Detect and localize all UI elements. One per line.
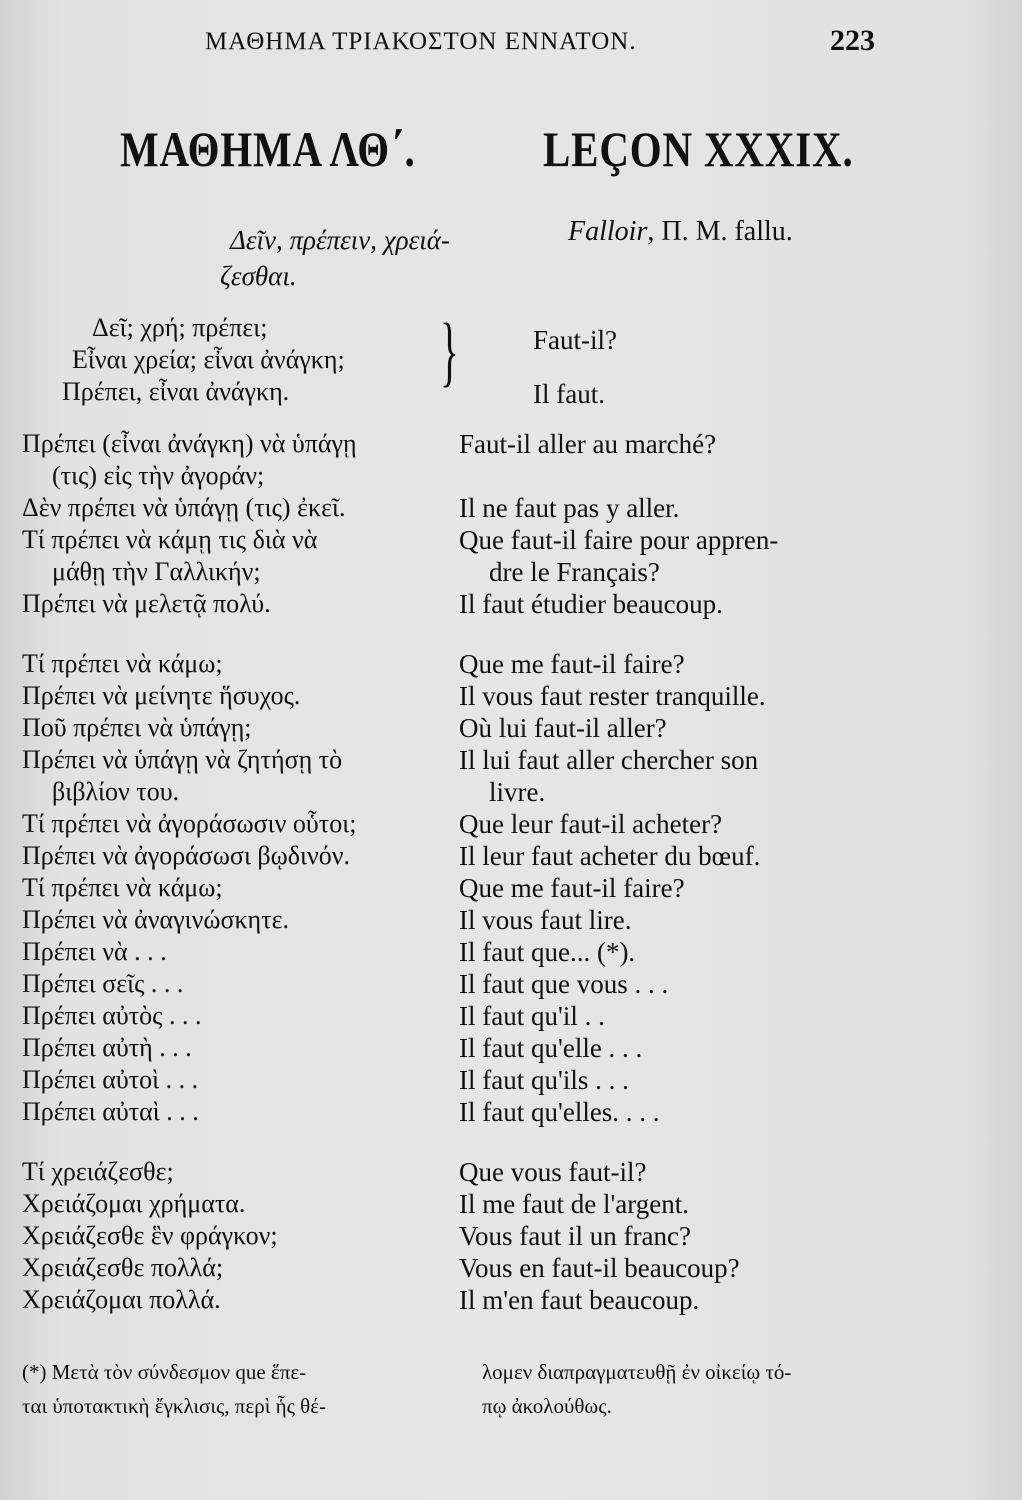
block4-french — [459, 1156, 879, 1316]
french-line: Que leur faut-il acheter? — [459, 809, 723, 839]
french-line: Il faut que... (*). — [459, 937, 636, 967]
greek-line: Χρειάζεσθε ἓν φράγκον; — [22, 1221, 278, 1250]
greek-line: Τί πρέπει νὰ κάμῃ τις διὰ νὰ — [22, 525, 318, 554]
brace-glyph: } — [440, 307, 459, 394]
greek-line: Τί πρέπει νὰ ἀγοράσωσιν οὗτοι; — [22, 809, 357, 838]
greek-line: Πρέπει, εἶναι ἀνάγκη. — [62, 377, 290, 406]
greek-line: Ποῦ πρέπει νὰ ὑπάγῃ; — [22, 713, 252, 742]
french-line: Il vous faut rester tranquille. — [459, 681, 766, 711]
greek-line: Πρέπει νὰ ἀναγινώσκητε. — [22, 905, 290, 934]
greek-line: Πρέπει αὐτοὶ . . . — [22, 1065, 199, 1094]
verb-heading-french-rest: , Π. Μ. fallu. — [647, 216, 793, 247]
greek-line: Πρέπει νὰ . . . — [22, 937, 167, 966]
french-line: Il vous faut lire. — [459, 905, 632, 935]
french-line: Il m'en faut beaucoup. — [459, 1285, 700, 1315]
footnote-left — [22, 1355, 462, 1423]
greek-line: Χρειάζομαι χρήματα. — [22, 1189, 246, 1218]
verb-heading-french — [568, 214, 793, 250]
greek-line: Πρέπει νὰ ὑπάγῃ νὰ ζητήσῃ τὸ — [22, 745, 343, 774]
block2-greek — [22, 428, 452, 620]
french-line: Il leur faut acheter du bœuf. — [459, 841, 761, 871]
footnote-line: πῳ ἀκολούθως. — [482, 1394, 612, 1418]
page-number: 223 — [830, 24, 875, 57]
greek-line: Χρειάζομαι πολλά. — [22, 1285, 221, 1314]
footnote-right — [482, 1355, 902, 1423]
footnote-line: ται ὑποτακτικὴ ἔγκλισις, περὶ ἧς θέ- — [22, 1394, 327, 1418]
greek-line: Χρειάζεσθε πολλά; — [22, 1253, 224, 1282]
greek-line: Δεῖ; χρή; πρέπει; — [92, 313, 268, 342]
block1-greek — [62, 312, 452, 408]
block3-french — [459, 648, 879, 1128]
french-line: Vous en faut-il beaucoup? — [459, 1253, 740, 1283]
greek-line: Τί πρέπει νὰ κάμω; — [22, 649, 223, 678]
french-line: livre. — [489, 777, 546, 807]
french-line: Faut-il? — [533, 325, 617, 355]
greek-line: Πρέπει σεῖς . . . — [22, 969, 184, 998]
greek-line: Πρέπει αὐταὶ . . . — [22, 1097, 199, 1126]
verb-heading-greek-line1: Δεῖν, πρέπειν, χρειά- — [230, 225, 450, 255]
greek-line: Πρέπει αὐτὴ . . . — [22, 1033, 192, 1062]
french-line: Il faut qu'elles. . . . — [459, 1097, 660, 1127]
french-line: Que me faut-il faire? — [459, 649, 685, 679]
greek-line: Πρέπει αὐτὸς . . . — [22, 1001, 202, 1030]
french-line: Que vous faut-il? — [459, 1157, 647, 1187]
lesson-title-french: LEÇON XXXIX. — [543, 121, 854, 177]
french-line: Il lui faut aller chercher son — [459, 745, 759, 775]
verb-heading-french-word: Falloir — [568, 216, 648, 247]
greek-line: Πρέπει νὰ μελετᾷ πολύ. — [22, 589, 271, 618]
french-line: Faut-il aller au marché? — [459, 429, 717, 459]
french-line: Il faut que vous . . . — [459, 969, 669, 999]
greek-line: Πρέπει (εἶναι ἀνάγκη) νὰ ὑπάγῃ — [22, 429, 357, 458]
french-line: dre le Français? — [489, 557, 660, 587]
greek-line: Τί χρειάζεσθε; — [22, 1157, 174, 1186]
greek-line: Εἶναι χρεία; εἶναι ἀνάγκη; — [72, 345, 345, 374]
verb-heading-greek — [220, 222, 470, 294]
greek-line: Δὲν πρέπει νὰ ὑπάγῃ (τις) ἐκεῖ. — [22, 493, 346, 522]
french-line: Que faut-il faire pour appren- — [459, 525, 779, 555]
verb-heading-greek-line2: ζεσθαι. — [220, 261, 297, 291]
greek-line: Πρέπει νὰ μείνητε ἥσυχος. — [22, 681, 301, 710]
french-line: Il faut. — [533, 379, 605, 409]
block3-greek — [22, 648, 452, 1128]
footnote-line: (*) Μετὰ τὸν σύνδεσμον que ἕπε- — [22, 1360, 307, 1384]
greek-line: Πρέπει νὰ ἀγοράσωσι βῳδινόν. — [22, 841, 351, 870]
french-line: Vous faut il un franc? — [459, 1221, 691, 1251]
french-line: Il faut qu'ils . . . — [459, 1065, 629, 1095]
block2-french — [459, 428, 879, 620]
lesson-title-greek: ΜΑΘΗΜΑ ΛΘ΄. — [120, 121, 416, 177]
block1-french — [533, 324, 953, 410]
french-line — [459, 460, 879, 492]
french-line: Il faut qu'elle . . . — [459, 1033, 643, 1063]
running-head: ΜΑΘΗΜΑ ΤΡΙΑΚΟΣΤΟΝ ΕΝΝΑΤΟΝ. — [205, 28, 637, 55]
greek-line: βιβλίον του. — [52, 777, 180, 806]
french-line: Il faut qu'il . . — [459, 1001, 605, 1031]
greek-line: μάθῃ τὴν Γαλλικήν; — [52, 557, 261, 586]
greek-line: Τί πρέπει νὰ κάμω; — [22, 873, 223, 902]
french-line: Où lui faut-il aller? — [459, 713, 667, 743]
block4-greek — [22, 1156, 452, 1316]
french-line: Il faut étudier beaucoup. — [459, 589, 723, 619]
french-line: Il me faut de l'argent. — [459, 1189, 690, 1219]
french-line: Il ne faut pas y aller. — [459, 493, 680, 523]
french-line: Que me faut-il faire? — [459, 873, 685, 903]
footnote-line: λομεν διαπραγματευθῇ ἐν οἰκείῳ τό- — [482, 1360, 792, 1384]
greek-line: (τις) εἰς τὴν ἀγοράν; — [52, 461, 265, 490]
